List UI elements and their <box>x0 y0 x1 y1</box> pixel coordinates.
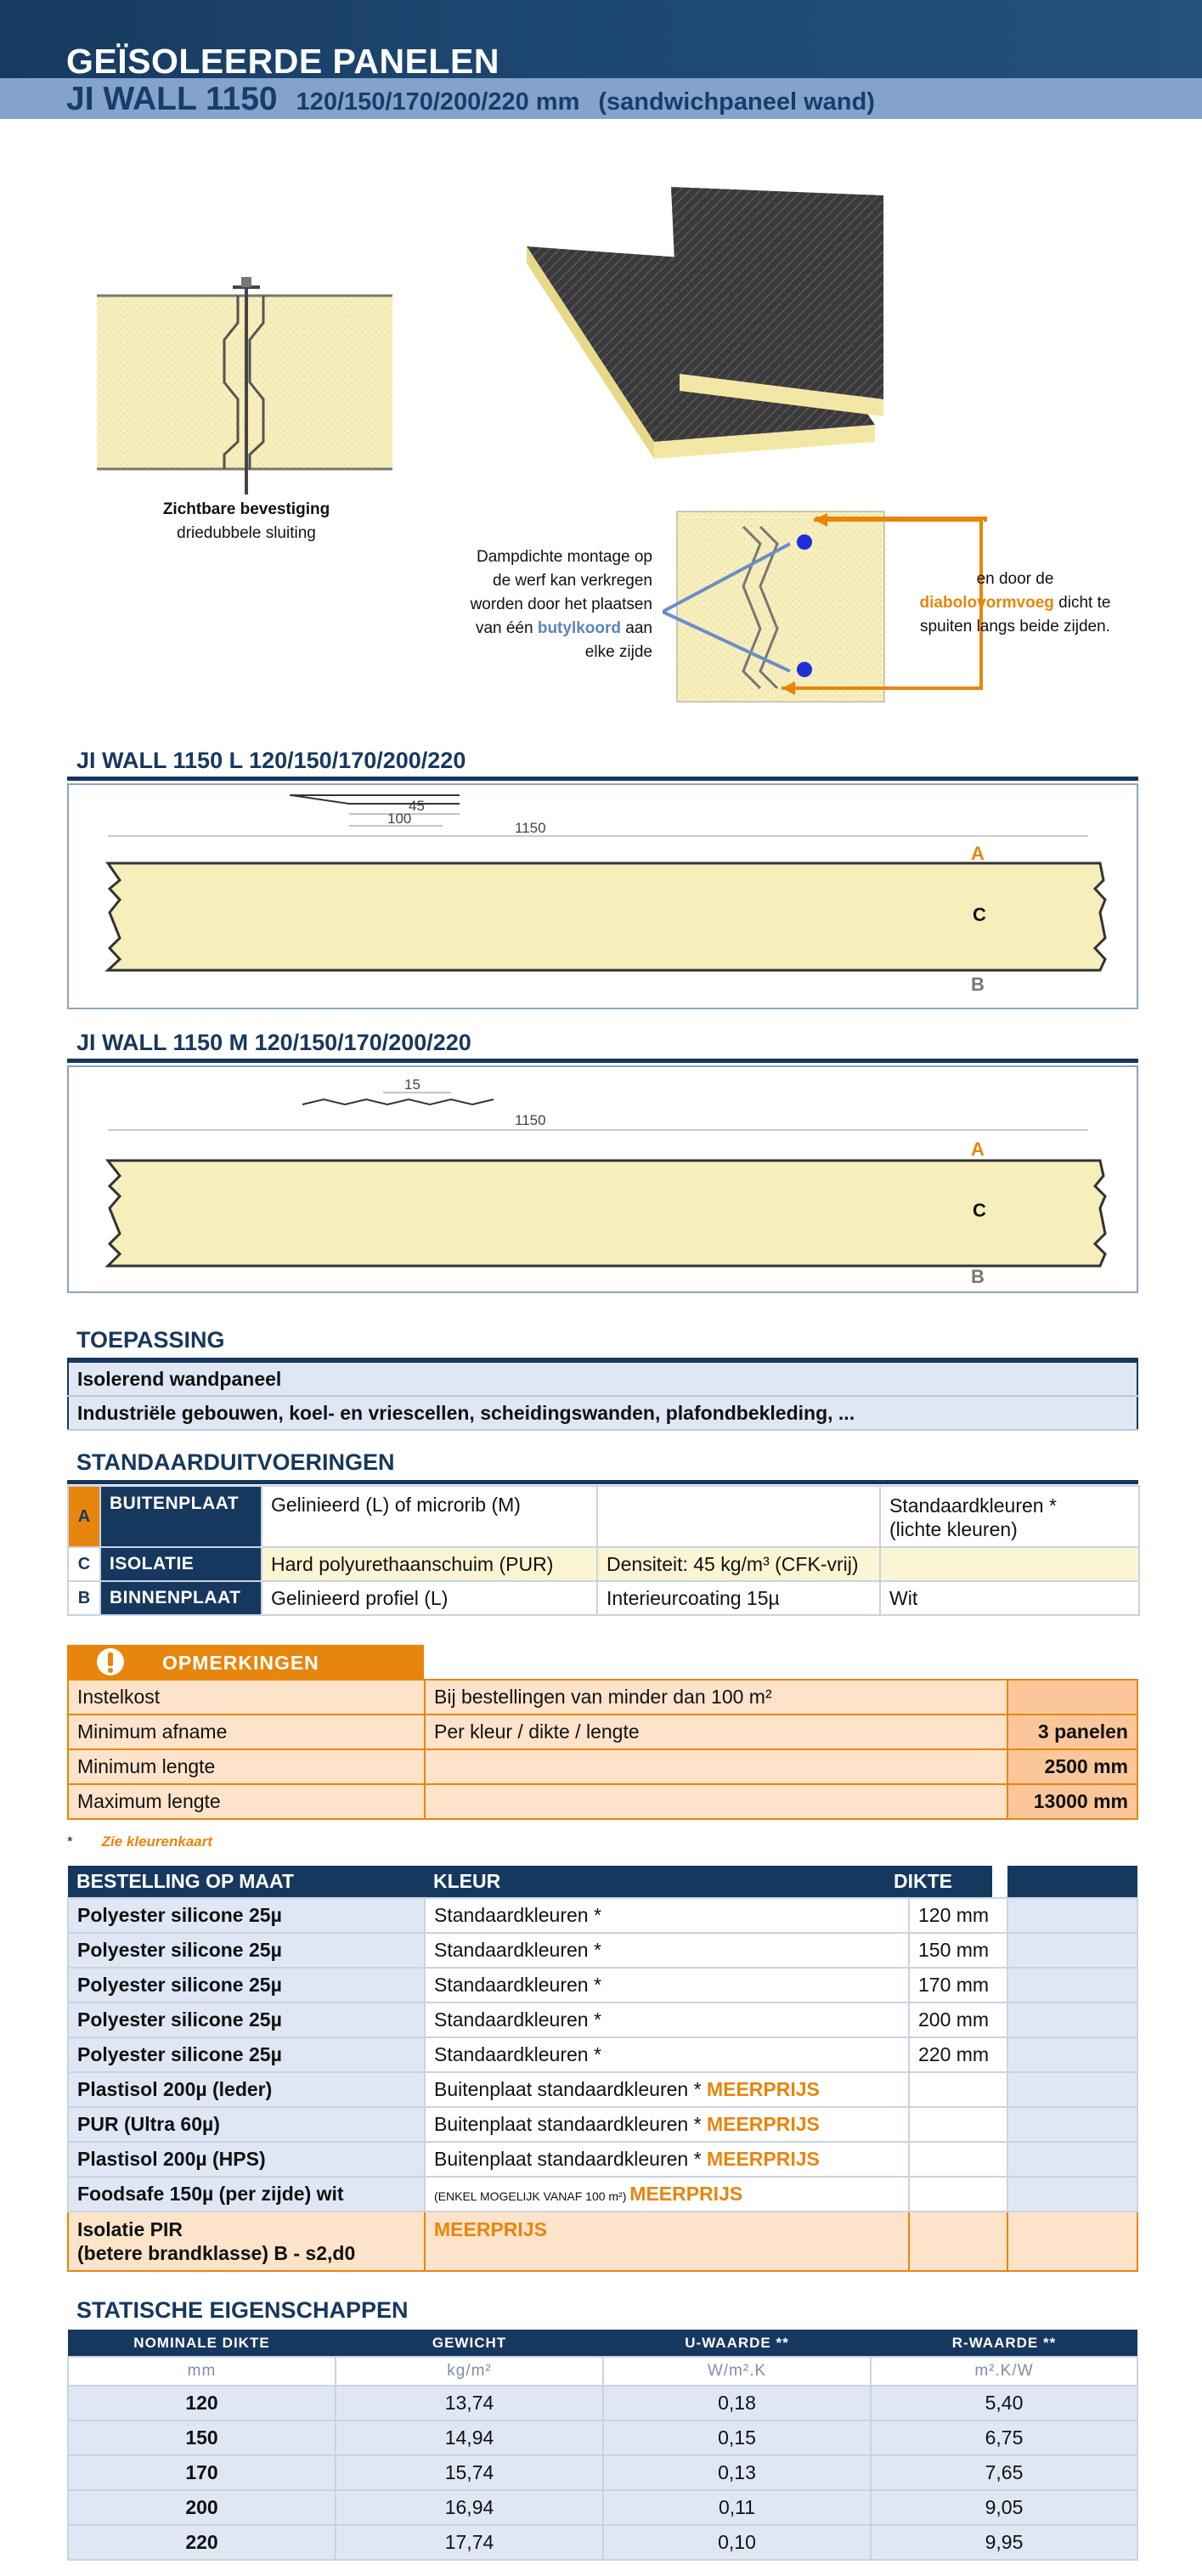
table-header-row: NOMINALE DIKTE GEWICHT U-WAARDE ** R-WAARDE ** <box>68 2330 1137 2357</box>
colour-chart-note: * Zie kleurenkaart <box>67 1833 213 1850</box>
table-row <box>68 1547 1139 1581</box>
label-b: B <box>971 1266 985 1287</box>
table-row: Polyester silicone 25µ Standaardkleuren * 200 mm <box>68 2003 1137 2037</box>
row-cell: Hard polyurethaanschuim (PUR) <box>262 1547 597 1581</box>
toepassing-title: TOEPASSING <box>76 1327 225 1353</box>
vapour-caption: Dampdichte montage op de werf kan verkregen worden door het plaatsen van één butylkoord aan elke zijde <box>470 548 652 661</box>
product-type: (sandwichpaneel wand) <box>598 88 875 116</box>
toepassing-table <box>67 1361 1138 1431</box>
page-title: GEÏSOLEERDE PANELEN <box>66 42 499 81</box>
toepassing-row-1: Isolerend wandpaneel <box>68 1362 1137 1396</box>
table-row: Plastisol 200µ (HPS) Buitenplaat standaardkleuren * MEERPRIJS <box>68 2142 1137 2177</box>
row-cell: Wit <box>880 1581 1139 1615</box>
opm-value: 3 panelen <box>1007 1715 1137 1749</box>
bestelling-table <box>67 1866 1138 2272</box>
diabolo-caption: en door de diabolovormvoeg dicht te spuiten langs beide zijden. <box>919 570 1111 636</box>
table-row: Plastisol 200µ (leder) Buitenplaat standaardkleuren * MEERPRIJS <box>68 2072 1137 2107</box>
opm-label: Minimum afname <box>68 1715 425 1749</box>
table-header-row <box>68 1866 1137 1898</box>
dim-15: 15 <box>404 1076 420 1093</box>
table-row <box>68 1581 1139 1615</box>
table-row <box>68 1715 1137 1749</box>
table-row <box>68 1680 1137 1715</box>
profile-l-frame <box>67 783 1138 1009</box>
section-divider <box>67 1480 1138 1484</box>
row-label: BUITENPLAAT <box>100 1486 262 1547</box>
row-cell: Densiteit: 45 kg/m³ (CFK-vrij) <box>597 1547 880 1581</box>
row-cell: Gelinieerd profiel (L) <box>262 1581 597 1615</box>
table-row: Foodsafe 150µ (per zijde) wit (ENKEL MOGELIJK VANAF 100 m²) MEERPRIJS <box>68 2177 1137 2212</box>
unit-row: mm kg/m² W/m².K m².K/W <box>68 2357 1137 2386</box>
label-c: C <box>973 1200 986 1221</box>
table-row: Isolatie PIR (betere brandklasse) B - s2,d0 MEERPRIJS <box>68 2212 1137 2271</box>
row-cell <box>880 1547 1139 1581</box>
table-row: Polyester silicone 25µ Standaardkleuren * 170 mm <box>68 1968 1137 2003</box>
table-row: 200 16,94 0,11 9,05 <box>68 2490 1137 2525</box>
opm-desc: Per kleur / dikte / lengte <box>425 1715 1007 1749</box>
opm-value: 2500 mm <box>1007 1749 1137 1784</box>
row-cell: Standaardkleuren * (lichte kleuren) <box>880 1486 1139 1547</box>
row-letter: C <box>68 1547 100 1581</box>
dim-1150: 1150 <box>515 1112 546 1128</box>
opm-value <box>1007 1680 1137 1715</box>
table-row: 220 17,74 0,10 9,95 <box>68 2525 1137 2560</box>
table-row: Polyester silicone 25µ Standaardkleuren * 150 mm <box>68 1933 1137 1968</box>
section-divider <box>67 1059 1138 1063</box>
statisch-title: STATISCHE EIGENSCHAPPEN <box>76 2297 409 2323</box>
opm-label: Instelkost <box>68 1680 425 1715</box>
opm-label: Maximum lengte <box>68 1784 425 1819</box>
opmerkingen-title: OPMERKINGEN <box>162 1652 319 1674</box>
profile-m-title: JI WALL 1150 M 120/150/170/200/220 <box>76 1030 471 1055</box>
table-row: 120 13,74 0,18 5,40 <box>68 2386 1137 2421</box>
toepassing-row-2: Industriële gebouwen, koel- en vriescellen, scheidingswanden, plafondbekleding, ... <box>68 1396 1137 1430</box>
product-name: JI WALL 1150 <box>66 81 278 117</box>
panel-3d-drawing <box>476 170 883 476</box>
row-cell: Interieurcoating 15µ <box>597 1581 880 1615</box>
standaard-title: STANDAARDUITVOERINGEN <box>76 1449 395 1475</box>
row-letter: B <box>68 1581 100 1615</box>
dim-1150: 1150 <box>515 820 546 836</box>
opm-desc <box>425 1784 1007 1819</box>
table-row: Polyester silicone 25µ Standaardkleuren * 120 mm <box>68 1898 1137 1933</box>
opm-desc: Bij bestellingen van minder dan 100 m² <box>425 1680 1007 1715</box>
row-cell <box>597 1486 880 1547</box>
table-row <box>68 1486 1139 1547</box>
profile-l-drawing <box>69 785 1137 1008</box>
label-a: A <box>971 843 985 864</box>
standaard-table <box>67 1485 1140 1616</box>
table-row: 150 14,94 0,15 6,75 <box>68 2421 1137 2455</box>
table-row <box>68 1749 1137 1784</box>
label-b: B <box>971 974 985 995</box>
exclamation-icon <box>96 1647 125 1677</box>
row-label: BINNENPLAAT <box>100 1581 262 1615</box>
opm-desc <box>425 1749 1007 1784</box>
table-row: 170 15,74 0,13 7,65 <box>68 2455 1137 2490</box>
opmerkingen-table <box>67 1679 1138 1820</box>
statisch-table <box>67 2330 1138 2561</box>
col-header <box>1007 1866 1137 1898</box>
label-a: A <box>971 1138 985 1160</box>
row-cell: Gelinieerd (L) of microrib (M) <box>262 1486 597 1547</box>
dim-100: 100 <box>387 811 412 827</box>
profile-m-drawing <box>69 1067 1137 1291</box>
opmerkingen-header <box>67 1645 424 1679</box>
col-header: KLEUR <box>425 1866 909 1898</box>
dim-45: 45 <box>409 798 425 814</box>
fastening-caption: Zichtbare bevestiging driedubbele sluiting <box>162 500 330 542</box>
joint-detail-drawing <box>85 272 408 510</box>
table-row <box>68 1362 1137 1396</box>
table-row: Polyester silicone 25µ Standaardkleuren * 220 mm <box>68 2037 1137 2072</box>
table-row: PUR (Ultra 60µ) Buitenplaat standaardkleuren * MEERPRIJS <box>68 2107 1137 2142</box>
opm-value: 13000 mm <box>1007 1784 1137 1819</box>
row-letter: A <box>68 1486 100 1547</box>
table-row <box>68 1784 1137 1819</box>
product-thickness: 120/150/170/200/220 mm <box>296 88 580 116</box>
label-c: C <box>973 904 986 925</box>
table-row <box>68 1396 1137 1430</box>
product-title <box>66 82 875 120</box>
profile-m-frame <box>67 1065 1138 1293</box>
profile-l-title: JI WALL 1150 L 120/150/170/200/220 <box>76 748 466 773</box>
opm-label: Minimum lengte <box>68 1749 425 1784</box>
section-divider <box>67 777 1138 781</box>
col-header: BESTELLING OP MAAT <box>68 1866 425 1898</box>
col-header: DIKTE <box>894 1866 992 1898</box>
row-label: ISOLATIE <box>100 1547 262 1581</box>
